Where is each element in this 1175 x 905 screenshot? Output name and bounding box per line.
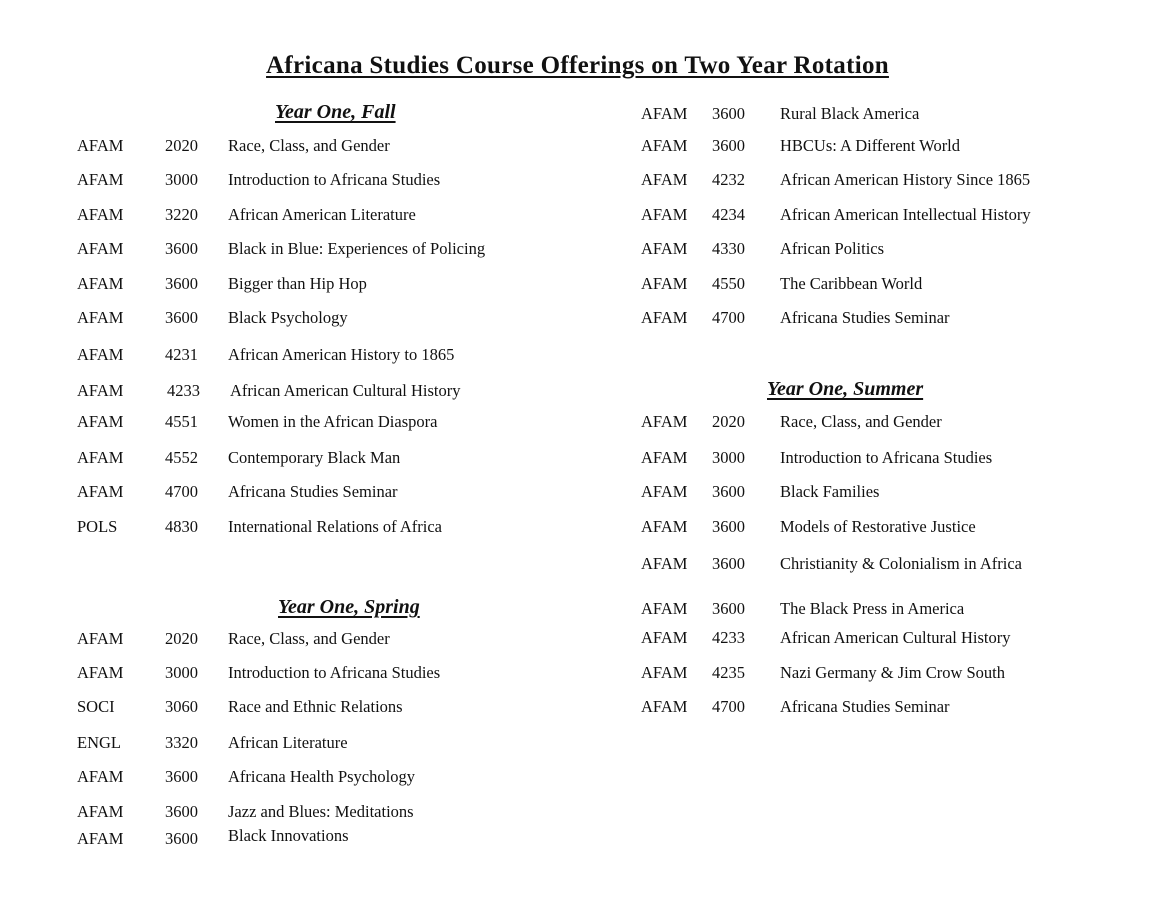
course-dept: AFAM — [77, 381, 124, 400]
course-dept: AFAM — [641, 308, 688, 327]
course-dept: AFAM — [77, 629, 124, 648]
course-number: 3600 — [165, 802, 198, 821]
course-title: African American History Since 1865 — [780, 170, 1031, 189]
course-title: Models of Restorative Justice — [780, 517, 976, 536]
course-number: 4830 — [165, 517, 198, 536]
course-dept: AFAM — [641, 136, 688, 155]
course-title: Nazi Germany & Jim Crow South — [780, 663, 1006, 682]
course-title: Rural Black America — [780, 104, 920, 123]
course-number: 3600 — [712, 104, 745, 123]
course-dept: AFAM — [641, 554, 688, 573]
course-title: African American History to 1865 — [228, 345, 455, 364]
course-title: Black Psychology — [228, 308, 348, 327]
course-number: 3600 — [712, 517, 745, 536]
course-dept: AFAM — [641, 170, 688, 189]
course-number: 4231 — [165, 345, 198, 364]
course-number: 4552 — [165, 448, 198, 467]
course-number: 4235 — [712, 663, 745, 682]
course-title: Women in the African Diaspora — [228, 412, 438, 431]
course-title: Africana Studies Seminar — [780, 308, 950, 327]
course-number: 3600 — [165, 829, 198, 848]
course-title: Jazz and Blues: Meditations — [228, 802, 414, 821]
course-number: 2020 — [712, 412, 745, 431]
course-number: 3320 — [165, 733, 198, 752]
course-number: 3000 — [165, 663, 198, 682]
course-title: African American Intellectual History — [780, 205, 1031, 224]
course-number: 3600 — [712, 136, 745, 155]
course-number: 3600 — [712, 482, 745, 501]
course-number: 4700 — [712, 697, 745, 716]
course-number: 2020 — [165, 629, 198, 648]
course-number: 4234 — [712, 205, 745, 224]
course-dept: AFAM — [641, 599, 688, 618]
course-dept: AFAM — [77, 136, 124, 155]
course-dept: SOCI — [77, 697, 115, 716]
course-dept: AFAM — [77, 274, 124, 293]
course-number: 4232 — [712, 170, 745, 189]
course-title: Black Families — [780, 482, 880, 501]
course-dept: AFAM — [641, 104, 688, 123]
course-number: 4330 — [712, 239, 745, 258]
course-dept: AFAM — [641, 697, 688, 716]
course-dept: AFAM — [641, 239, 688, 258]
page-title: Africana Studies Course Offerings on Two Year Rotation — [266, 52, 889, 79]
course-dept: AFAM — [77, 239, 124, 258]
course-title: Christianity & Colonialism in Africa — [780, 554, 1022, 573]
course-dept: AFAM — [641, 482, 688, 501]
section-heading-fall: Year One, Fall — [275, 101, 396, 123]
course-dept: AFAM — [77, 205, 124, 224]
course-title: African American Cultural History — [780, 628, 1011, 647]
course-number: 4551 — [165, 412, 198, 431]
course-title: The Black Press in America — [780, 599, 965, 618]
course-title: Africana Studies Seminar — [228, 482, 398, 501]
course-title: The Caribbean World — [780, 274, 923, 293]
course-number: 4550 — [712, 274, 745, 293]
course-title: African American Cultural History — [230, 381, 461, 400]
course-dept: AFAM — [77, 663, 124, 682]
course-title: Race, Class, and Gender — [780, 412, 942, 431]
course-title: Black in Blue: Experiences of Policing — [228, 239, 486, 258]
course-dept: ENGL — [77, 733, 121, 752]
course-number: 4700 — [165, 482, 198, 501]
course-dept: AFAM — [77, 448, 124, 467]
course-dept: AFAM — [77, 170, 124, 189]
course-dept: AFAM — [77, 345, 124, 364]
course-dept: AFAM — [77, 829, 124, 848]
course-number: 3600 — [712, 599, 745, 618]
course-title: Contemporary Black Man — [228, 448, 401, 467]
course-title: African Literature — [228, 733, 348, 752]
course-number: 4233 — [712, 628, 745, 647]
course-number: 2020 — [165, 136, 198, 155]
course-dept: AFAM — [641, 412, 688, 431]
course-title: International Relations of Africa — [228, 517, 442, 536]
course-number: 3600 — [165, 239, 198, 258]
course-number: 3220 — [165, 205, 198, 224]
section-heading-spring: Year One, Spring — [278, 596, 420, 618]
section-heading-summer: Year One, Summer — [767, 378, 924, 400]
course-title: African Politics — [780, 239, 885, 258]
course-number: 3600 — [712, 554, 745, 573]
course-number: 3060 — [165, 697, 198, 716]
course-title: Race, Class, and Gender — [228, 136, 390, 155]
course-dept: AFAM — [77, 802, 124, 821]
course-dept: AFAM — [77, 412, 124, 431]
course-number: 3600 — [165, 767, 198, 786]
course-title: Bigger than Hip Hop — [228, 274, 367, 293]
course-title: Race and Ethnic Relations — [228, 697, 403, 716]
course-dept: AFAM — [641, 517, 688, 536]
course-title: Introduction to Africana Studies — [780, 448, 993, 467]
course-number: 3600 — [165, 274, 198, 293]
course-title: Africana Health Psychology — [228, 767, 415, 786]
course-dept: AFAM — [641, 448, 688, 467]
course-title: Introduction to Africana Studies — [228, 663, 441, 682]
course-title: Black Innovations — [228, 826, 349, 845]
course-number: 3000 — [165, 170, 198, 189]
course-dept: AFAM — [641, 663, 688, 682]
course-dept: POLS — [77, 517, 118, 536]
course-dept: AFAM — [641, 205, 688, 224]
course-number: 3600 — [165, 308, 198, 327]
course-title: Africana Studies Seminar — [780, 697, 950, 716]
course-number: 4233 — [167, 381, 200, 400]
course-dept: AFAM — [77, 482, 124, 501]
course-title: Introduction to Africana Studies — [228, 170, 441, 189]
course-number: 4700 — [712, 308, 745, 327]
course-dept: AFAM — [641, 274, 688, 293]
course-dept: AFAM — [641, 628, 688, 647]
course-dept: AFAM — [77, 308, 124, 327]
course-title: Race, Class, and Gender — [228, 629, 390, 648]
course-title: HBCUs: A Different World — [780, 136, 961, 155]
course-title: African American Literature — [228, 205, 416, 224]
course-number: 3000 — [712, 448, 745, 467]
course-dept: AFAM — [77, 767, 124, 786]
